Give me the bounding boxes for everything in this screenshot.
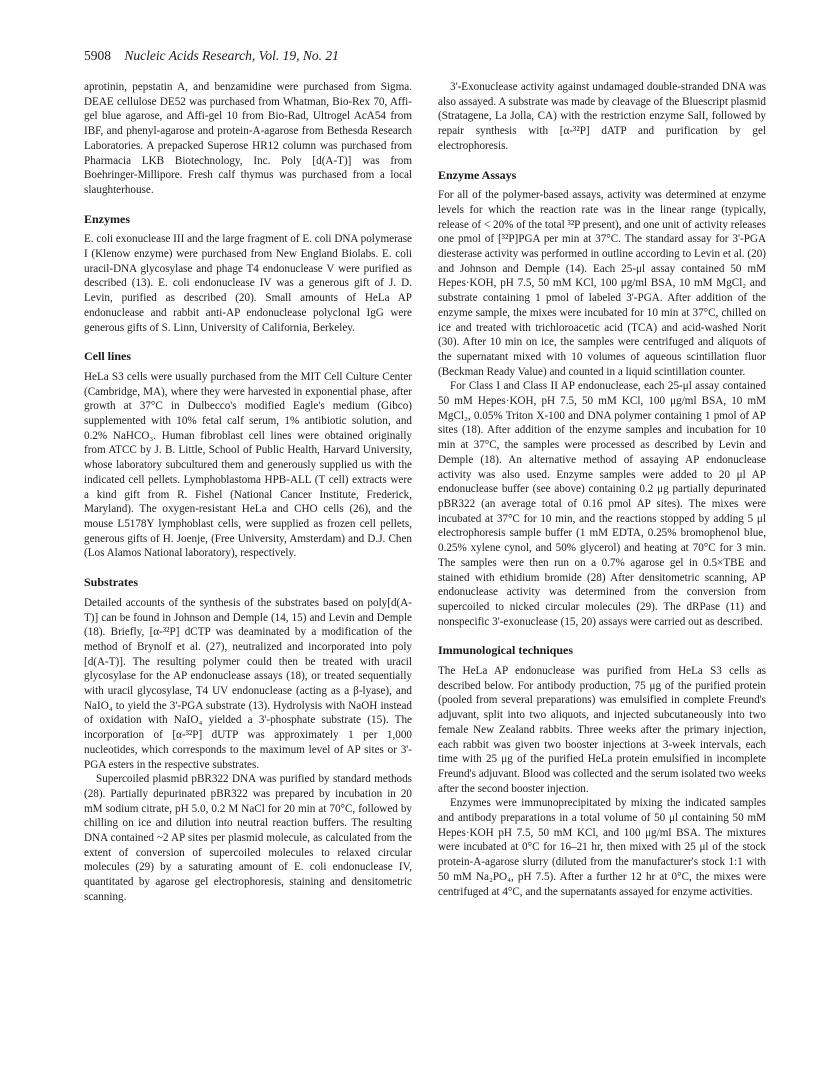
section-heading-enzyme-assays: Enzyme Assays <box>438 167 517 182</box>
left-column <box>84 80 412 905</box>
journal-citation: Nucleic Acids Research, Vol. 19, No. 21 <box>124 48 339 63</box>
section-heading-immunological: Immunological techniques <box>438 643 574 658</box>
paragraph: The HeLa AP endonuclease was purified from HeLa S3 cells as described below. For antibody production, 75 μg of the purified protein (pooled from several preparations) was emulsified in complete Freund's adjuvant, split into two aliquots, and injected subcutaneously into two female New Zealand rabbits. Three weeks after the primary injection, each rabbit was given two booster injections at 3-week intervals, each time with 25 μg of the purified HeLa protein emulsified in incomplete Freund's adjuvant. Blood was collected and the serum isolated two weeks after the second booster injection. <box>438 665 766 795</box>
paragraph: For all of the polymer-based assays, activity was determined at enzyme levels for which the reaction rate was in the linear range (typically, release of < 20% of the total ³²P present), and one unit of activity releases one pmol of [³²P]PGA per min at 37°C. The standard assay for 3'-PGA diesterase activity was performed in outline according to Levin et al. (20) and Johnson and Demple (14). Each 25-μl assay contained 50 mM Hepes·KOH, pH 7.5, 50 mM KCl, 100 μg/ml BSA, 10 mM MgCl₂ and substrate containing 1 pmol of labeled 3'-PGA. After addition of the enzyme sample, the mixes were incubated for 10 min at 37°C, chilled on ice and treated with trichloroacetic acid (TCA) and acid-washed Norit (30). After 10 min on ice, the samples were centrifuged and aliquots of the supernatant mixed with 10 volumes of aqueous scintillation fluor (Beckman Ready Value) and counted in a liquid scintillation counter. <box>438 189 766 378</box>
paragraph: Enzymes were immunoprecipitated by mixing the indicated samples and antibody preparations in a total volume of 50 μl containing 50 mM Hepes·KOH pH 7.5, 50 mM KCl, and 100 μg/ml BSA. The mixtures were incubated at 0°C for 16–21 hr, then mixed with 25 μl of the stock protein-A-agarose slurry (diluted from the manufacturer's stock 1:1 with 50 mM Na₂PO₄, pH 7.5). After a further 12 hr at 0°C, the mixes were centrifuged at 4°C, and the supernatants assayed for enzyme activities. <box>438 797 766 898</box>
paragraph: 3'-Exonuclease activity against undamaged double-stranded DNA was also assayed. A substrate was made by cleavage of the Bluescript plasmid (Stratagene, La Jolla, CA) with the restriction enzyme SalI, followed by repair synthesis with [α-³²P] dATP and purification by gel electrophoresis. <box>438 81 766 152</box>
paragraph: Supercoiled plasmid pBR322 DNA was purified by standard methods (28). Partially depurinated pBR322 was prepared by incubation in 20 mM sodium citrate, pH 5.0, 0.2 M NaCl for 20 min at 70°C, followed by chilling on ice and dilution into neutral reaction buffers. The resulting DNA contained ~2 AP sites per plasmid molecule, as calculated from the extent of conversion of supercoiled molecules to relaxed circular molecules (29) by a saturating amount of E. coli endonuclease IV, quantitated by agarose gel electrophoresis, staining and densitometric scanning. <box>84 773 412 903</box>
paragraph: HeLa S3 cells were usually purchased from the MIT Cell Culture Center (Cambridge, MA), where they were harvested in exponential phase, after growth at 37°C in Dulbecco's modified Eagle's medium (Gibco) supplemented with 10% fetal calf serum, 1% antibiotic solution, and 0.2% NaHCO₃. Human fibroblast cell lines were obtained originally from ATCC by J. B. Little, School of Public Health, Harvard University, whose laboratory subcultured them and generously supplied us with the indicated cell pellets. Lymphoblastoma HPB-ALL (T cell) extracts were a kind gift from R. Fishel (National Cancer Institute, Frederick, Maryland). The oxygen-resistant HeLa and CHO cells (26), and the mouse L5178Y lymphoblast cells, were supplied as frozen cell pellets, generous gifts of H. Joenje, (Free University, Amsterdam) and D.J. Chen (Los Alamos National laboratory), respectively. <box>84 370 412 560</box>
right-column <box>438 80 766 899</box>
section-heading-cell-lines: Cell lines <box>84 349 131 364</box>
running-header <box>84 48 339 64</box>
section-heading-substrates: Substrates <box>84 575 139 590</box>
paragraph: Detailed accounts of the synthesis of the substrates based on poly[d(A-T)] can be found in Johnson and Demple (14, 15) and Levin and Demple (18). Briefly, [α-³²P] dCTP was deaminated by a modification of the method of Brynolf et al. (27), neutralized and incorporated into poly [d(A-T)]. The resulting polymer could then be treated with uracil glycosylase for the AP endonuclease assays (18), or treated sequentially with uracil glycosylase, T4 UV endonuclease (acting as a β-lyase), and NaIO₄ to yield the 3'-PGA substrate (13). Hydrolysis with NaOH instead of oxidation with NaIO₄ yielded a 3'-phosphate substrate (15). The incorporation of [α-³²P] dUTP was approximately 1 per 1,000 nucleotides, which corresponds to the maximum level of AP sites or 3'-PGA esters in the respective substrates. <box>84 596 412 771</box>
page-number: 5908 <box>84 48 111 63</box>
paragraph: For Class I and Class II AP endonuclease, each 25-μl assay contained 50 mM Hepes·KOH, pH 7.5, 50 mM KCl, 100 μg/ml BSA, 10 mM MgCl₂, 0.05% Triton X-100 and DNA polymer containing 1 pmol of AP sites (18). After addition of the enzyme samples and incubation for 10 min at 37°C, the samples were processed as described by Levin and Demple (18). An alternative method of assaying AP endonuclease activity was also used. Enzyme samples were added to 20 μl AP endonuclease buffer (see above) containing 0.2 μg partially depurinated pBR322 (an average total of 0.16 pmol AP sites). The mixes were incubated at 37°C for 10 min, and the reactions stopped by adding 5 μl electrophoresis sample buffer (1 mM EDTA, 0.25% bromophenol blue, 0.25% xylene cynol, and 50% glycerol) and heating at 70°C for 3 min. The samples were then run on a 0.7% agarose gel in 0.5×TBE and stained with ethidium bromide (28) After densitometric scanning, AP endonuclease activity was determined from the conversion from supercoiled to nicked circular molecules (29). The dRPase (11) and nonspecific 3'-exonuclease (15, 20) assays were carried out as described. <box>438 380 766 628</box>
section-heading-enzymes: Enzymes <box>84 211 130 226</box>
paragraph: aprotinin, pepstatin A, and benzamidine were purchased from Sigma. DEAE cellulose DE52 was purchased from Whatman, Bio-Rex 70, Affi-gel blue agarose, and Affi-gel 10 from Bio-Rad, Ultrogel AcA54 from IBF, and phenyl-agarose and protein-A-agarose from Bethesda Research Laboratories. A prepacked Superose HR12 column was purchased from Pharmacia LKB Biotechnology, Inc. Poly [d(A-T)] was from Boehringer-Millipore. Fresh calf thymus was purchased from a local slaughterhouse. <box>84 81 412 196</box>
paragraph: E. coli exonuclease III and the large fragment of E. coli DNA polymerase I (Klenow enzyme) were purchased from New England Biolabs. E. coli uracil-DNA glycosylase and phage T4 endonuclease V were purified as described (13). E. coli endonuclease IV was a generous gift of J. D. Levin, purified as described (20). Small amounts of HeLa AP endonuclease and rabbit anti-AP endonuclease polyclonal IgG were generous gifts of S. Linn, University of California, Berkeley. <box>84 233 412 334</box>
